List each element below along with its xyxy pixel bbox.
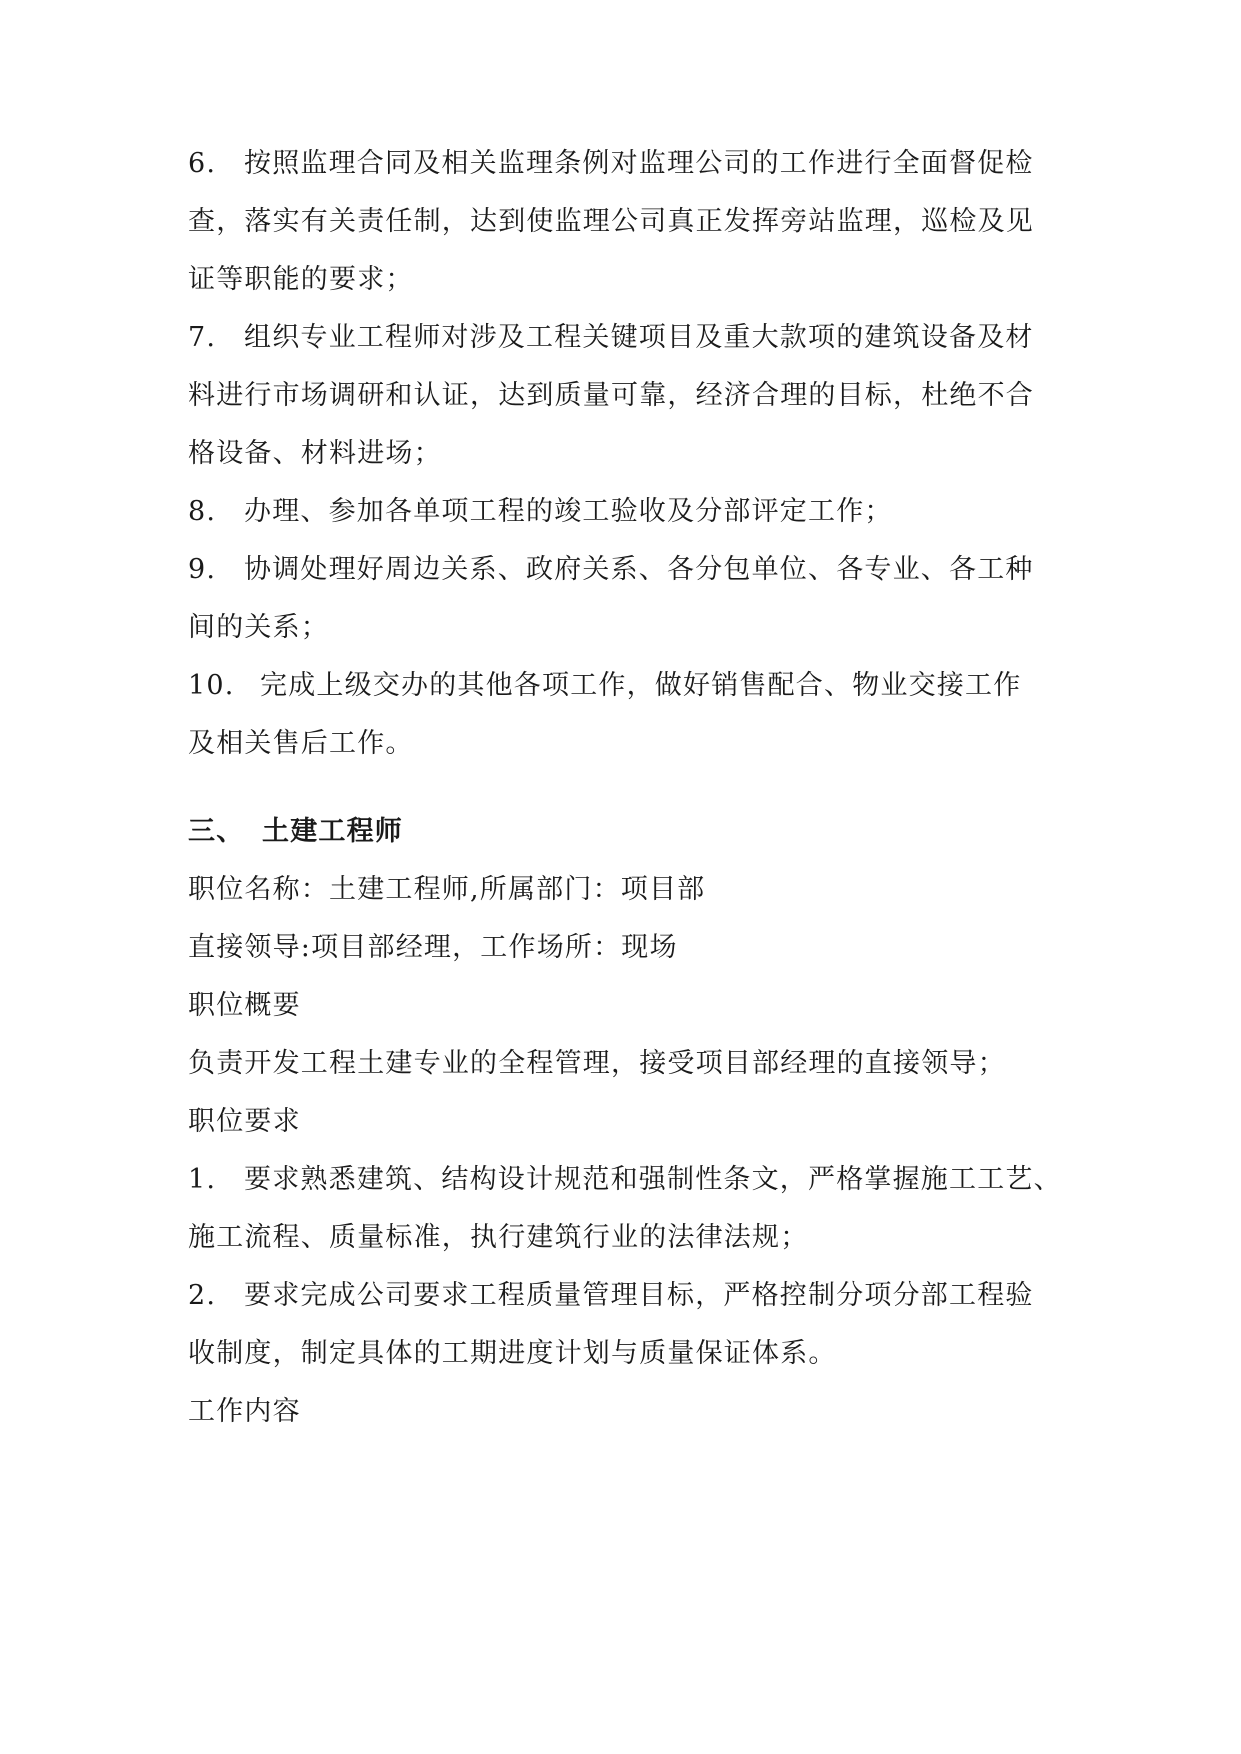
requirement-1-line-2: 施工流程、质量标准，执行建筑行业的法律法规； bbox=[188, 1222, 809, 1253]
list-item-8-number: 8. bbox=[188, 496, 217, 527]
list-item-7-line-2: 料进行市场调研和认证，达到质量可靠，经济合理的目标，杜绝不合 bbox=[188, 380, 1034, 411]
requirement-2-line-1 bbox=[188, 1276, 1034, 1316]
list-item-6-text: 按照监理合同及相关监理条例对监理公司的工作进行全面督促检 bbox=[244, 148, 1034, 179]
list-item-8-line-1 bbox=[188, 492, 893, 532]
list-item-8-text: 办理、参加各单项工程的竣工验收及分部评定工作； bbox=[244, 496, 893, 527]
work-content-heading: 工作内容 bbox=[188, 1396, 301, 1427]
requirement-2-text: 要求完成公司要求工程质量管理目标，严格控制分项分部工程验 bbox=[244, 1280, 1034, 1311]
section-number: 三、 bbox=[188, 816, 245, 847]
list-item-10-number: 10. bbox=[188, 670, 235, 701]
requirement-2-number: 2. bbox=[188, 1280, 217, 1311]
list-item-10-line-2: 及相关售后工作。 bbox=[188, 728, 414, 759]
list-item-10-line-1 bbox=[188, 666, 1021, 706]
list-item-7-text: 组织专业工程师对涉及工程关键项目及重大款项的建筑设备及材 bbox=[244, 322, 1034, 353]
list-item-6-line-2: 查，落实有关责任制，达到使监理公司真正发挥旁站监理，巡检及见 bbox=[188, 206, 1034, 237]
list-item-7-line-1 bbox=[188, 318, 1034, 358]
requirement-1-text: 要求熟悉建筑、结构设计规范和强制性条文，严格掌握施工工艺、 bbox=[244, 1164, 1062, 1195]
list-item-6-line-1 bbox=[188, 144, 1034, 184]
position-name-department: 职位名称：土建工程师,所属部门：项目部 bbox=[188, 874, 706, 905]
list-item-9-text: 协调处理好周边关系、政府关系、各分包单位、各专业、各工种 bbox=[244, 554, 1034, 585]
list-item-9-line-2: 间的关系； bbox=[188, 612, 329, 643]
requirement-1-number: 1. bbox=[188, 1164, 217, 1195]
list-item-6-line-3: 证等职能的要求； bbox=[188, 264, 414, 295]
section-heading bbox=[188, 812, 403, 852]
summary-heading: 职位概要 bbox=[188, 990, 301, 1021]
summary-text: 负责开发工程土建专业的全程管理，接受项目部经理的直接领导； bbox=[188, 1048, 1006, 1079]
position-leader-location: 直接领导:项目部经理，工作场所：现场 bbox=[188, 932, 678, 963]
list-item-10-text: 完成上级交办的其他各项工作，做好销售配合、物业交接工作 bbox=[260, 670, 1022, 701]
list-item-6-number: 6. bbox=[188, 148, 217, 179]
section-title: 土建工程师 bbox=[262, 816, 403, 847]
requirement-2-line-2: 收制度，制定具体的工期进度计划与质量保证体系。 bbox=[188, 1338, 837, 1369]
requirements-heading: 职位要求 bbox=[188, 1106, 301, 1137]
list-item-9-number: 9. bbox=[188, 554, 217, 585]
requirement-1-line-1 bbox=[188, 1160, 1062, 1200]
list-item-9-line-1 bbox=[188, 550, 1034, 590]
list-item-7-number: 7. bbox=[188, 322, 217, 353]
list-item-7-line-3: 格设备、材料进场； bbox=[188, 438, 442, 469]
